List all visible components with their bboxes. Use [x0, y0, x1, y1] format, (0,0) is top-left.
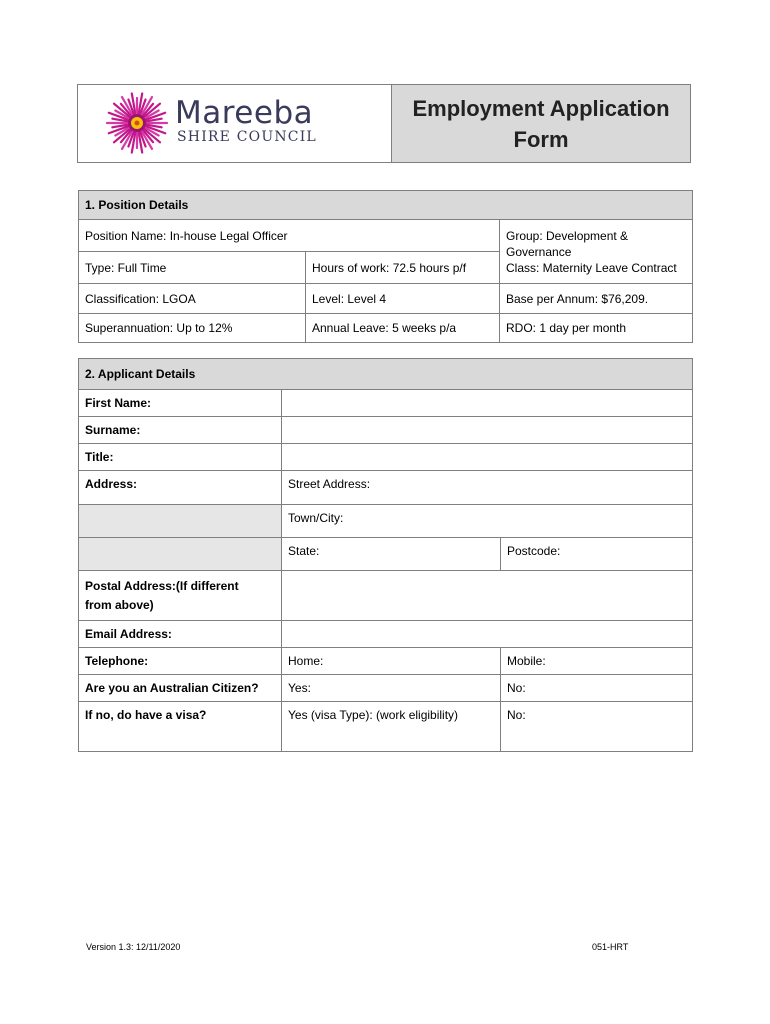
visa-yes-field[interactable]: Yes (visa Type): (work eligibility) — [282, 702, 501, 752]
street-address-field[interactable]: Street Address: — [282, 471, 693, 505]
home-phone-field[interactable]: Home: — [282, 648, 501, 675]
postal-address-field[interactable] — [282, 571, 693, 621]
title-field[interactable] — [282, 444, 693, 471]
flower-logo-icon — [106, 92, 168, 154]
logo-subtitle: SHIRE COUNCIL — [177, 129, 317, 145]
form-header — [77, 84, 691, 163]
address-spacer — [79, 505, 282, 538]
postal-address-label — [79, 571, 282, 621]
citizen-no-field[interactable]: No: — [501, 675, 693, 702]
postcode-field[interactable]: Postcode: — [501, 538, 693, 571]
footer-form-code: 051-HRT — [592, 942, 629, 952]
position-level: Level: Level 4 — [306, 284, 500, 314]
surname-label: Surname: — [79, 417, 282, 444]
citizen-label: Are you an Australian Citizen? — [79, 675, 282, 702]
form-title — [392, 85, 690, 162]
applicant-details-table — [78, 358, 693, 752]
position-type: Type: Full Time — [79, 252, 306, 284]
position-classification: Classification: LGOA — [79, 284, 306, 314]
form-title-line1: Employment Application — [412, 95, 670, 121]
town-city-field[interactable]: Town/City: — [282, 505, 693, 538]
position-class: Class: Maternity Leave Contract — [506, 260, 677, 275]
telephone-label: Telephone: — [79, 648, 282, 675]
position-details-table — [78, 190, 693, 343]
footer-version: Version 1.3: 12/11/2020 — [86, 942, 181, 952]
logo-name: Mareeba — [175, 95, 314, 131]
form-title-line2: Form — [513, 126, 569, 152]
position-rdo: RDO: 1 day per month — [500, 314, 693, 343]
position-hours: Hours of work: 72.5 hours p/f — [306, 252, 500, 284]
position-superannuation: Superannuation: Up to 12% — [79, 314, 306, 343]
address-label: Address: — [79, 471, 282, 505]
postal-address-label-line2: from above) — [85, 597, 154, 612]
visa-no-field[interactable]: No: — [501, 702, 693, 752]
position-group: Group: Development & Governance — [506, 228, 629, 259]
title-label: Title: — [79, 444, 282, 471]
postal-address-label-line1: Postal Address:(If different — [85, 578, 239, 593]
email-field[interactable] — [282, 621, 693, 648]
email-label: Email Address: — [79, 621, 282, 648]
group-class-cell — [500, 220, 693, 284]
state-field[interactable]: State: — [282, 538, 501, 571]
surname-field[interactable] — [282, 417, 693, 444]
mobile-phone-field[interactable]: Mobile: — [501, 648, 693, 675]
address-spacer — [79, 538, 282, 571]
logo-cell — [78, 85, 392, 162]
visa-label: If no, do have a visa? — [79, 702, 282, 752]
position-details-heading: 1. Position Details — [79, 191, 693, 220]
applicant-details-heading: 2. Applicant Details — [79, 359, 693, 390]
position-name: Position Name: In-house Legal Officer — [79, 220, 500, 252]
first-name-label: First Name: — [79, 390, 282, 417]
position-base-salary: Base per Annum: $76,209. — [500, 284, 693, 314]
first-name-field[interactable] — [282, 390, 693, 417]
position-annual-leave: Annual Leave: 5 weeks p/a — [306, 314, 500, 343]
citizen-yes-field[interactable]: Yes: — [282, 675, 501, 702]
